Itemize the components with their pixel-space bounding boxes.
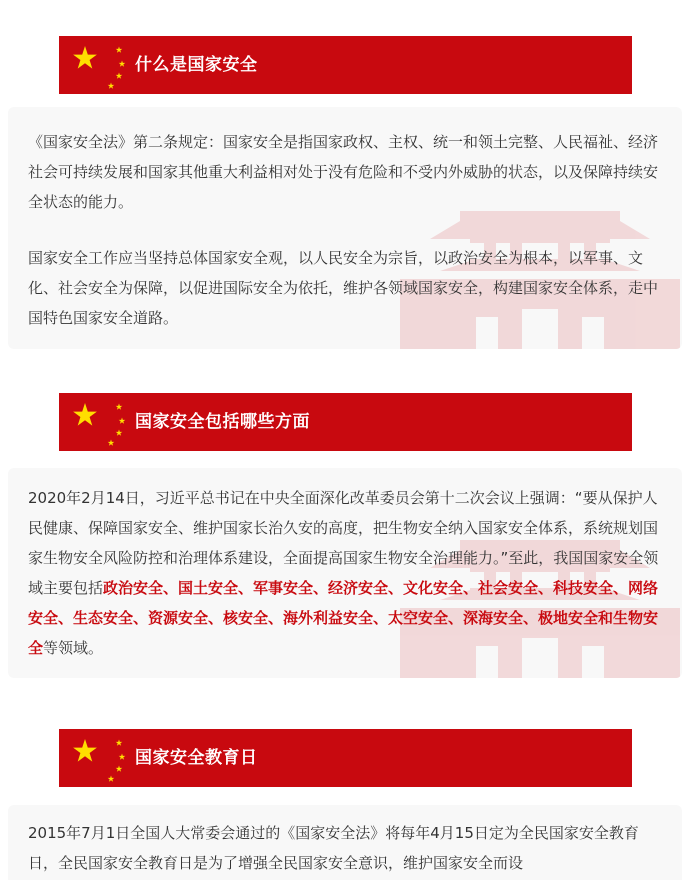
- security-areas-paragraph: [28, 483, 668, 663]
- section-banner-3: [59, 729, 632, 787]
- flag-stars-icon: [69, 39, 129, 91]
- section-card-1: [8, 107, 682, 349]
- section-card-2: [8, 468, 682, 678]
- section-banner-2: [59, 393, 632, 451]
- section-banner-1: [59, 36, 632, 94]
- flag-stars-icon: [69, 732, 129, 784]
- section-title: 什么是国家安全: [135, 55, 258, 75]
- education-day-paragraph: 2015年7月1日全国人大常委会通过的《国家安全法》将每年4月15日定为全民国家安全教育日，全民国家安全教育日是为了增强全民国家安全意识，维护国家安全而设: [28, 824, 639, 872]
- section-title: 国家安全教育日: [135, 748, 258, 768]
- areas-outro-text: 等领域。: [43, 639, 104, 657]
- definition-paragraph: 《国家安全法》第二条规定：国家安全是指国家政权、主权、统一和领土完整、人民福祉、经济社会可持续发展和国家其他重大利益相对处于没有危险和不受内外威胁的状态，以及保障持续安全状态的能力。: [28, 133, 659, 211]
- section-card-3: [8, 805, 682, 880]
- security-areas-highlight: 政治安全、国土安全、军事安全、经济安全、文化安全、社会安全、科技安全、网络安全、生态安全、资源安全、核安全、海外利益安全、太空安全、深海安全、极地安全和生物安全: [28, 579, 659, 657]
- work-principle-paragraph: 国家安全工作应当坚持总体国家安全观，以人民安全为宗旨，以政治安全为根本，以军事、文化、社会安全为保障，以促进国际安全为依托，维护各领域国家安全，构建国家安全体系，走中国特色国家安全道路。: [28, 249, 659, 327]
- areas-intro-text: 2020年2月14日，习近平总书记在中央全面深化改革委员会第十二次会议上强调：“要从保护人民健康、保障国家安全、维护国家长治久安的高度，把生物安全纳入国家安全体系，系统规划国家生物安全风险防控和治理体系建设，全面提高国家生物安全治理能力。”至此，我国国家安全领域主要包括: [28, 489, 659, 597]
- section-title: 国家安全包括哪些方面: [135, 412, 310, 432]
- flag-stars-icon: [69, 396, 129, 448]
